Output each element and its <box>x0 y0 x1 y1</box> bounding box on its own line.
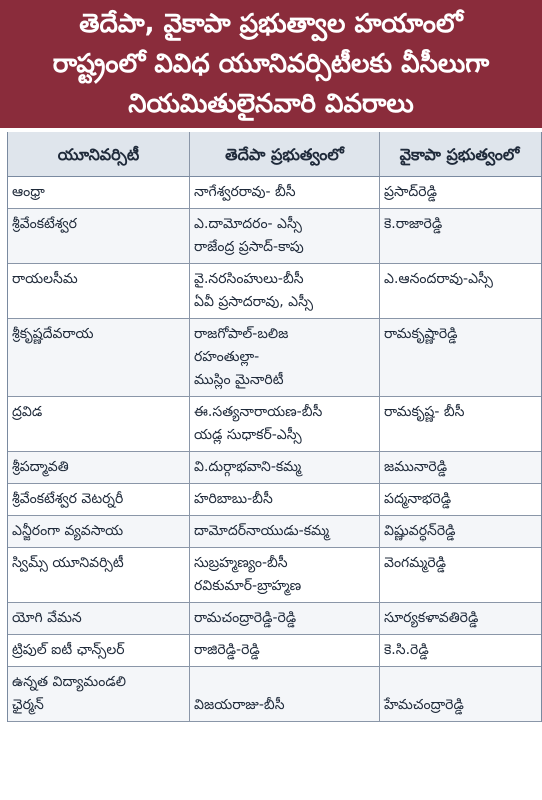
tdp-vc-cell <box>190 264 380 318</box>
ysrcp-vc-cell-line: పద్మనాభరెడ్డి <box>384 491 452 507</box>
university-cell <box>8 484 190 515</box>
tdp-vc-cell-line: హరిబాబు-బీసీ <box>194 491 273 507</box>
tdp-vc-cell-line: ఎ.దామోదరం- ఎస్సీ <box>194 216 302 232</box>
header-ysrcp-government: వైకాపా ప్రభుత్వంలో <box>399 144 520 164</box>
university-cell-line: శ్రీవేంకటేశ్వర వెటర్నరీ <box>12 491 124 507</box>
table-row <box>8 635 541 667</box>
tdp-vc-cell-line: ఏవీ ప్రసాదరావు, ఎస్సీ <box>194 294 314 310</box>
tdp-vc-cell-line: ఈ.సత్యనారాయణ-బీసీ <box>194 404 323 420</box>
tdp-vc-cell-line: రామచంద్రారెడ్డి-రెడ్డి <box>194 610 297 626</box>
tdp-vc-cell-line: సుబ్రహ్మణ్యం-బీసీ <box>194 555 288 571</box>
university-cell <box>8 397 190 451</box>
university-cell-line: శ్రీవేంకటేశ్వర <box>12 216 77 232</box>
table-row <box>8 397 541 452</box>
tdp-vc-cell-line: రాజేంద్ర ప్రసాద్‌-కాపు <box>194 239 304 255</box>
university-cell-line: ఆంధ్రా <box>12 184 45 200</box>
tdp-vc-cell-line <box>194 671 375 694</box>
ysrcp-vc-cell-line: విష్ణువర్ధన్‌రెడ్డి <box>384 523 456 539</box>
table-row <box>8 319 541 397</box>
university-cell-line: స్విమ్స్‌ యూనివర్సిటీ <box>12 555 124 571</box>
tdp-vc-cell-line: యడ్ల సుధాకర్‌-ఎస్సీ <box>194 427 302 443</box>
ysrcp-vc-cell-line: హేమచంద్రారెడ్డి <box>384 697 464 713</box>
tdp-vc-cell <box>190 667 380 721</box>
table-body <box>8 177 541 722</box>
ysrcp-vc-cell <box>380 548 539 602</box>
tdp-vc-cell-line: రాజిరెడ్డి-రెడ్డి <box>194 642 260 658</box>
header-university: యూనివర్సిటీ <box>8 132 190 176</box>
tdp-vc-cell-line: విజయరాజు-బీసీ <box>194 697 285 713</box>
tdp-vc-cell <box>190 452 380 483</box>
university-cell-line: యోగి వేమన <box>12 610 82 626</box>
university-cell <box>8 452 190 483</box>
tdp-vc-cell-line: రాజగోపాల్‌-బలిజ <box>194 326 289 342</box>
table-row <box>8 452 541 484</box>
university-cell <box>8 177 190 208</box>
ysrcp-vc-cell-line: రామకృష్ణారెడ్డి <box>384 326 458 342</box>
headline-line-2: రాష్ట్రంలో వివిధ యూనివర్సిటీలకు వీసీలుగా <box>52 49 490 79</box>
university-cell <box>8 603 190 634</box>
university-cell <box>8 516 190 547</box>
ysrcp-vc-cell <box>380 516 539 547</box>
tdp-vc-cell-line: రహంతుల్లా- <box>194 349 260 365</box>
university-cell <box>8 548 190 602</box>
tdp-vc-cell <box>190 209 380 263</box>
ysrcp-vc-cell <box>380 319 539 396</box>
ysrcp-vc-cell <box>380 177 539 208</box>
university-cell <box>8 264 190 318</box>
headline-line-3: నియమితులైనవారి వివరాలు <box>128 89 414 119</box>
ysrcp-vc-cell-line: ఎ.ఆనందరావు-ఎస్సీ <box>384 271 493 287</box>
tdp-vc-cell <box>190 319 380 396</box>
ysrcp-vc-cell <box>380 603 539 634</box>
university-cell-line: రాయలసీమ <box>12 271 78 287</box>
ysrcp-vc-cell-line <box>384 671 535 694</box>
ysrcp-vc-cell-line: సూర్యకళావతిరెడ్డి <box>384 610 479 626</box>
university-cell-line: ఛైర్మన్‌ <box>12 697 44 713</box>
tdp-vc-cell <box>190 548 380 602</box>
headline-banner <box>0 0 542 128</box>
table-row <box>8 484 541 516</box>
table-row <box>8 516 541 548</box>
headline-line-1: తెదేపా, వైకాపా ప్రభుత్వాల హయాంలో <box>79 9 463 39</box>
tdp-vc-cell-line: వై.నరసింహులు-బీసీ <box>194 271 304 287</box>
university-cell <box>8 635 190 666</box>
university-cell <box>8 209 190 263</box>
table-row <box>8 548 541 603</box>
university-cell-line: ద్రవిడ <box>12 404 43 420</box>
table-header-row <box>8 132 541 177</box>
tdp-vc-cell-line: ముస్లిం మైనారిటీ <box>194 372 284 388</box>
university-cell-line: ఉన్నత విద్యామండలి <box>12 674 126 690</box>
ysrcp-vc-cell <box>380 635 539 666</box>
tdp-vc-cell <box>190 635 380 666</box>
tdp-vc-cell-line: దామోదర్‌నాయుడు-కమ్మ <box>194 523 330 539</box>
tdp-vc-cell-line: నాగేశ్వరరావు- బీసీ <box>194 184 296 200</box>
ysrcp-vc-cell <box>380 484 539 515</box>
table-row <box>8 264 541 319</box>
tdp-vc-cell-line: రవికుమార్‌-బ్రాహ్మణ <box>194 578 302 594</box>
university-cell <box>8 319 190 396</box>
table-row <box>8 603 541 635</box>
university-cell <box>8 667 190 721</box>
table-row <box>8 177 541 209</box>
ysrcp-vc-cell-line: రామకృష్ణ- బీసీ <box>384 404 465 420</box>
university-cell-line: శ్రీకృష్ణదేవరాయ <box>12 326 94 342</box>
university-cell-line: ఎన్జీరంగా వ్యవసాయ <box>12 523 124 539</box>
ysrcp-vc-cell-line: కె.సి.రెడ్డి <box>384 642 429 658</box>
ysrcp-vc-cell-line: జమునారెడ్డి <box>384 459 448 475</box>
university-cell-line: శ్రీపద్మావతి <box>12 459 69 475</box>
tdp-vc-cell-line: వి.దుర్గాభవాని-కమ్మ <box>194 459 302 475</box>
ysrcp-vc-cell-line: వెంగమ్మరెడ్డి <box>384 555 446 571</box>
tdp-vc-cell <box>190 397 380 451</box>
ysrcp-vc-cell <box>380 209 539 263</box>
tdp-vc-cell <box>190 177 380 208</box>
tdp-vc-cell <box>190 484 380 515</box>
table-row <box>8 209 541 264</box>
header-tdp-government: తెదేపా ప్రభుత్వంలో <box>190 132 380 176</box>
ysrcp-vc-cell <box>380 397 539 451</box>
tdp-vc-cell <box>190 603 380 634</box>
ysrcp-vc-cell <box>380 264 539 318</box>
ysrcp-vc-cell <box>380 452 539 483</box>
vc-appointments-table <box>7 132 542 722</box>
table-row <box>8 667 541 722</box>
ysrcp-vc-cell-line: ప్రసాద్‌రెడ్డి <box>384 184 437 200</box>
ysrcp-vc-cell <box>380 667 539 721</box>
university-cell-line: ట్రిపుల్‌ ఐటీ ఛాన్స్‌లర్‌ <box>12 642 125 658</box>
tdp-vc-cell <box>190 516 380 547</box>
ysrcp-vc-cell-line: కె.రాజారెడ్డి <box>384 216 443 232</box>
